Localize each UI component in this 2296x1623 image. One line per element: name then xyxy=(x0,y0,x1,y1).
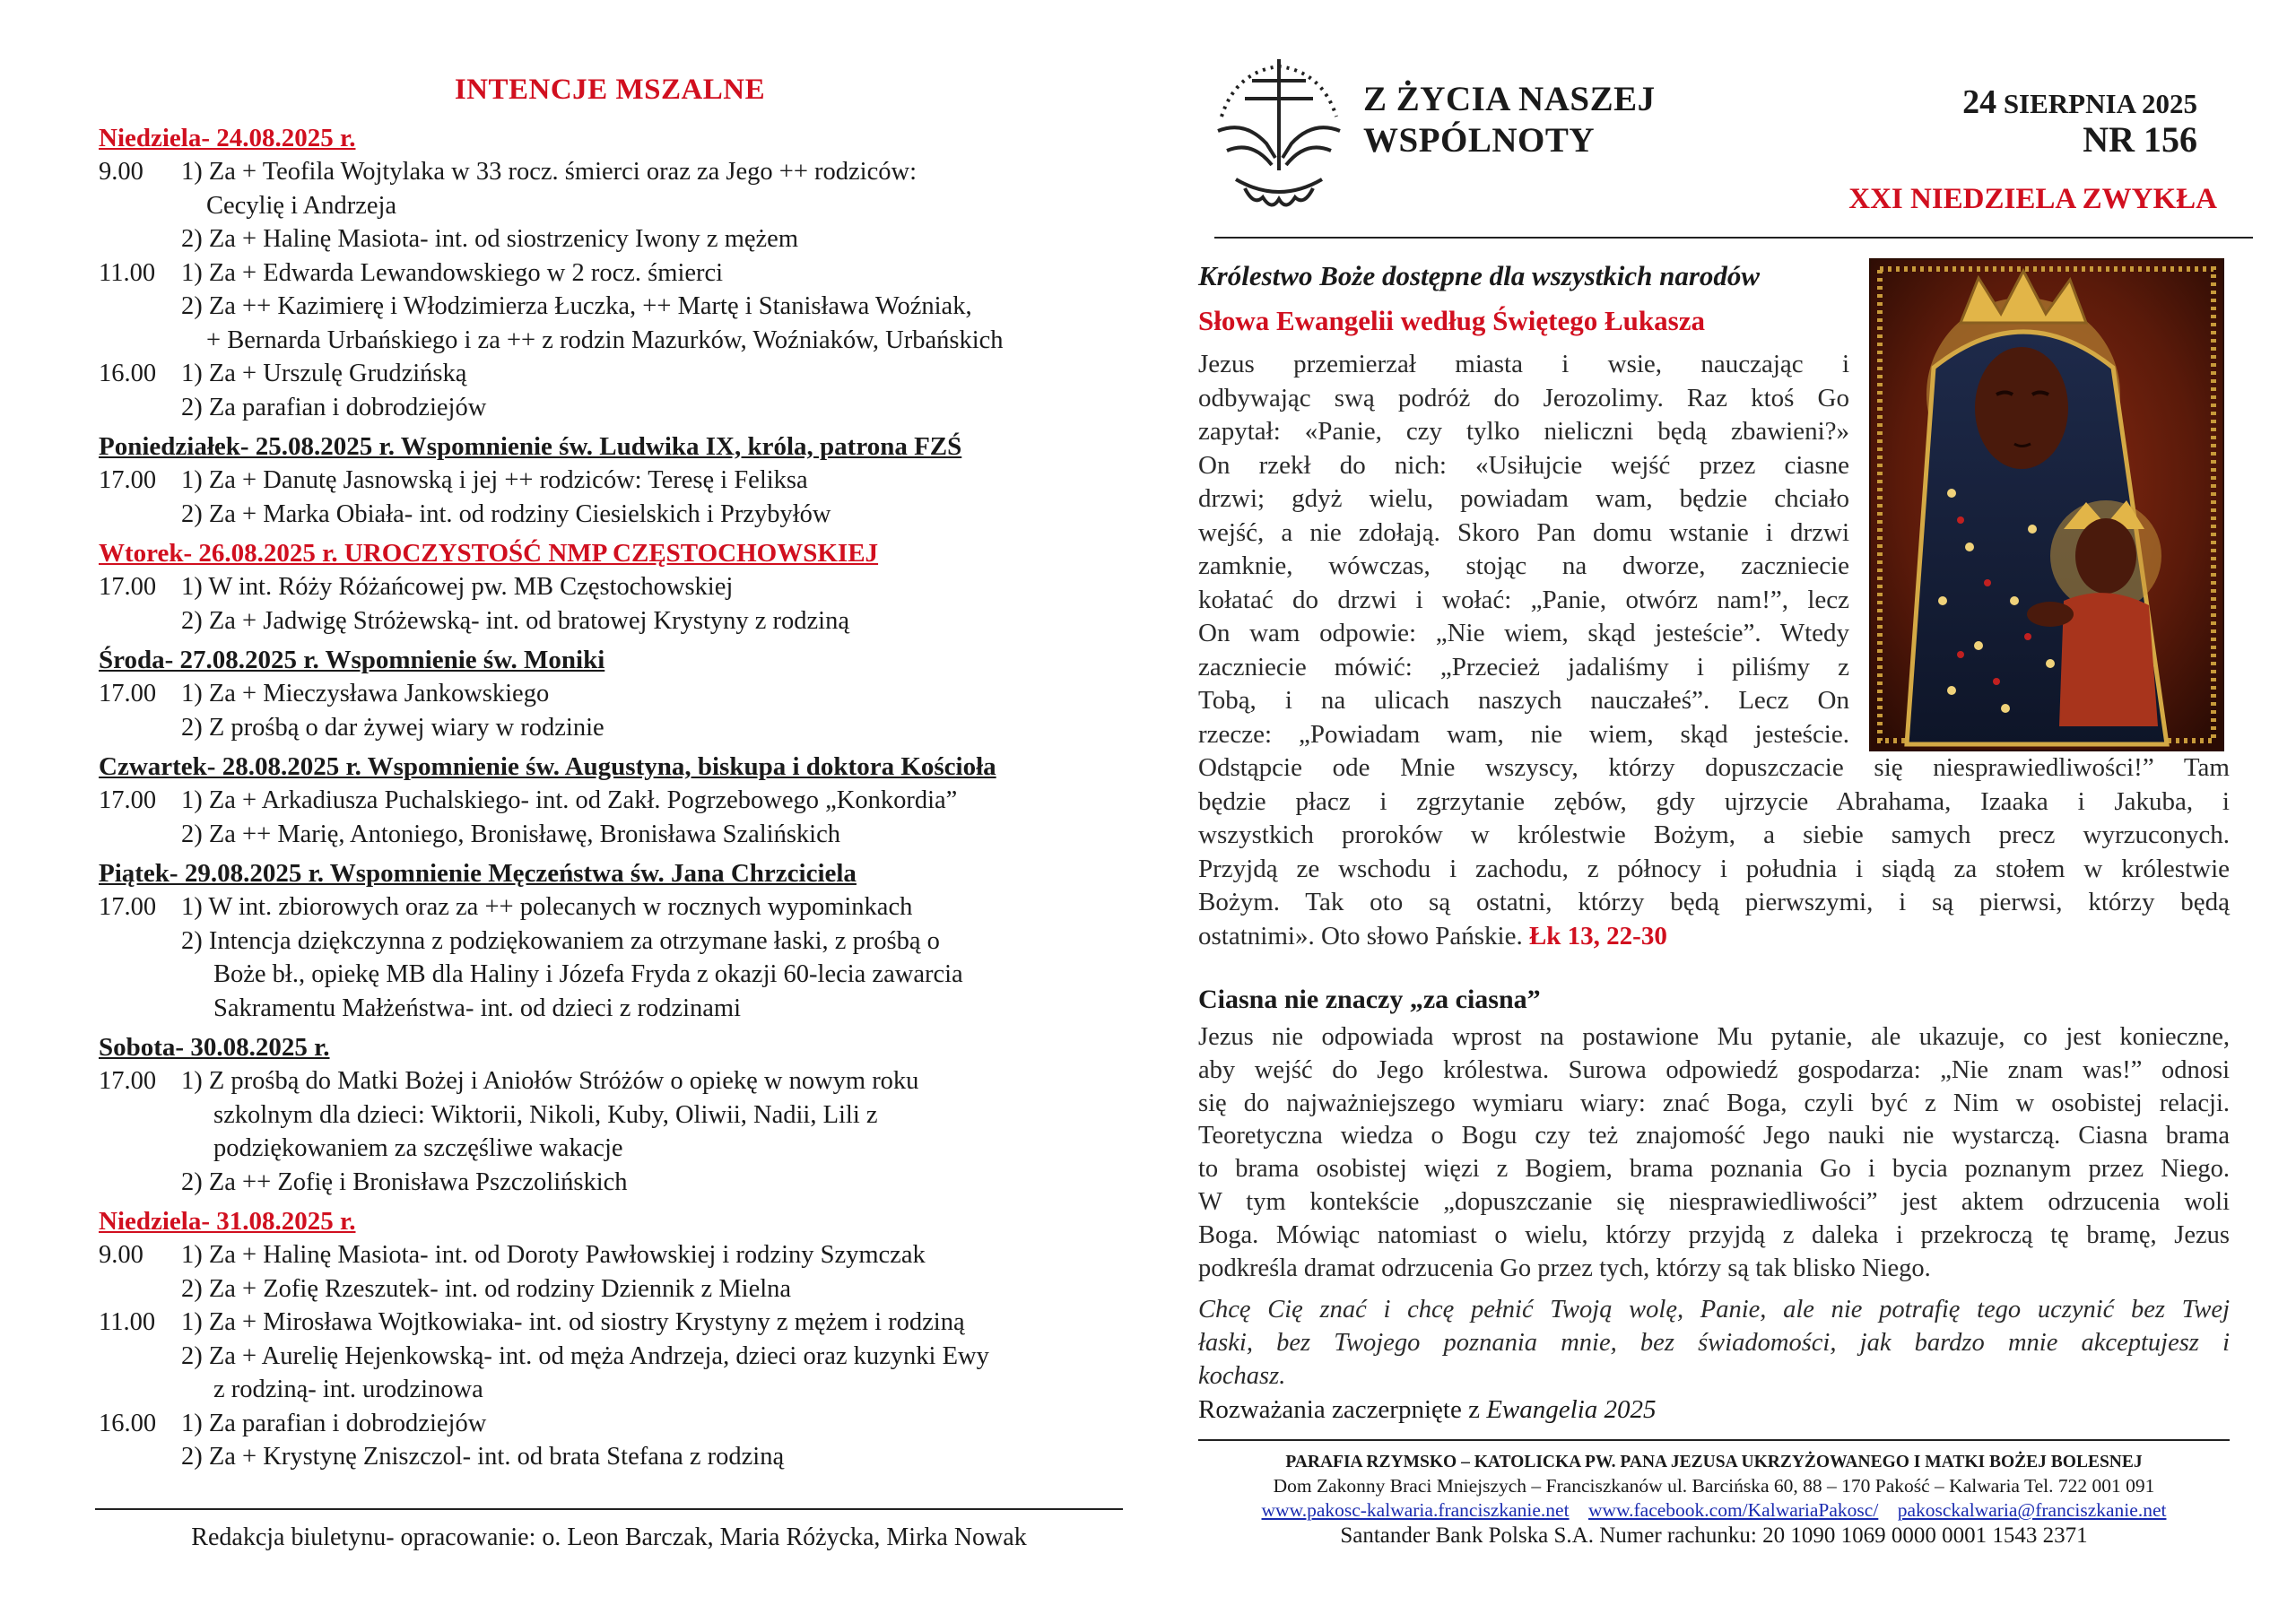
text-line: rzecze: „Powiadam wam, nie wiem, skąd jesteście. xyxy=(1198,719,1849,749)
mass-intention-text: 2) Intencja dziękczynna z podziękowaniem za otrzymane łaski, z prośbą o xyxy=(181,926,940,955)
mass-time: 11.00 xyxy=(99,1308,156,1336)
mass-intention-text: 1) W int. zbiorowych oraz za ++ polecanych w rocznych wypominkach xyxy=(181,893,913,921)
mass-intention-line xyxy=(99,1166,1121,1200)
mass-day-header: Sobota- 30.08.2025 r. xyxy=(99,1033,330,1062)
email-link[interactable]: pakosckalwaria@franciszkanie.net xyxy=(1897,1499,2167,1521)
gospel-reference: Łk 13, 22-30 xyxy=(1528,921,1667,950)
mass-intention-line xyxy=(99,464,1121,498)
gospel-text-narrow xyxy=(1198,348,2230,751)
mass-intention-text: 2) Za + Marka Obiała- int. od rodziny Ciesielskich i Przybyłów xyxy=(181,499,831,528)
gospel-text xyxy=(1198,348,2230,953)
mass-time: 17.00 xyxy=(99,573,157,601)
issue-date-month-year: SIERPNIA 2025 xyxy=(2003,88,2197,119)
text-line: W tym kontekście „dopuszczanie się niesprawiedliwości” jest aktem odrzucenia woli xyxy=(1198,1187,2230,1216)
mass-intention-text: 1) Za + Urszulę Grudzińską xyxy=(181,360,467,387)
mass-intention-text: 1) Za + Mirosława Wojtkowiaka- int. od siostry Krystyny z mężem i rodziną xyxy=(181,1308,965,1336)
mass-intention-line xyxy=(99,256,1121,291)
mass-intention-text: 2) Za ++ Zofię i Bronisława Pszczolińskich xyxy=(181,1167,628,1196)
mass-intention-line xyxy=(99,155,1121,189)
text-line: On rzekł do nich: «Usiłujcie wejść przez ciasne xyxy=(1198,450,1849,480)
mass-intention-text: 1) Za + Halinę Masiota- int. od Doroty Pawłowskiej i rodziny Szymczak xyxy=(181,1241,926,1269)
mass-intentions-list xyxy=(99,121,1121,1474)
text-line: drzwi; gdyż wielu, powiadam wam, będzie chciało xyxy=(1198,484,1849,513)
mass-day-header: Niedziela- 24.08.2025 r. xyxy=(99,124,356,152)
mass-intention-line xyxy=(99,498,1121,532)
mass-day-header: Środa- 27.08.2025 r. Wspomnienie św. Moniki xyxy=(99,646,605,674)
mass-intentions-title: INTENCJE MSZALNE xyxy=(454,74,766,106)
website-link[interactable]: www.pakosc-kalwaria.franciszkanie.net xyxy=(1261,1499,1570,1521)
contact-divider xyxy=(1198,1439,2230,1441)
mass-day-header: Niedziela- 31.08.2025 r. xyxy=(99,1207,356,1236)
mass-intention-line xyxy=(99,677,1121,711)
mass-time: 16.00 xyxy=(99,360,157,387)
mass-day xyxy=(99,121,1121,424)
mass-intention-text: 1) Za + Mieczysława Jankowskiego xyxy=(181,680,550,707)
bank-account: Santander Bank Polska S.A. Numer rachunku: 20 1090 1069 0000 0001 1543 2371 xyxy=(1340,1523,2088,1548)
mass-intention-line xyxy=(99,1407,1121,1441)
mass-intention-line xyxy=(99,1440,1121,1474)
mass-intention-text: 2) Z prośbą o dar żywej wiary w rodzinie xyxy=(181,713,604,742)
mass-intention-line: z rodziną- int. urodzinowa xyxy=(213,1376,483,1403)
facebook-link[interactable]: www.facebook.com/KalwariaPakosc/ xyxy=(1587,1499,1879,1521)
mass-intention-line xyxy=(99,890,1121,924)
gospel-heading: Królestwo Boże dostępne dla wszystkich narodów xyxy=(1198,260,1761,291)
mass-intention-text: 1) Z prośbą do Matki Bożej i Aniołów Stróżów o opiekę w nowym roku xyxy=(181,1067,919,1095)
mass-day xyxy=(99,856,1121,1025)
mass-intention-text: 1) Za parafian i dobrodziejów xyxy=(181,1409,487,1437)
mass-time: 17.00 xyxy=(99,893,157,921)
editorial-credits: Redakcja biuletynu- opracowanie: o. Leon Barczak, Maria Różycka, Mirka Nowak xyxy=(191,1523,1027,1551)
mass-intention-line xyxy=(99,711,1121,745)
mass-intention-line xyxy=(99,818,1121,852)
mass-intention-text: 2) Za + Aurelię Hejenkowską- int. od męża Andrzeja, dzieci oraz kuzynki Ewy xyxy=(181,1341,989,1370)
mass-intention-line xyxy=(99,784,1121,818)
text-line: Teoretyczna wiedza o Bogu czy też znajomość Jego nauki nie wystarczą. Ciasna brama xyxy=(1198,1122,2230,1150)
mass-day xyxy=(99,750,1121,851)
text-line: zamknie, wówczas, stojąc na dworze, zaczniecie xyxy=(1198,551,1849,580)
issue-date-day: 24 xyxy=(1962,83,1997,121)
mass-intention-text: 1) Za + Edwarda Lewandowskiego w 2 rocz. śmierci xyxy=(181,258,724,287)
mass-intention-line: + Bernarda Urbańskiego i za ++ z rodzin Mazurków, Woźniaków, Urbańskich xyxy=(206,325,1004,354)
mass-time: 17.00 xyxy=(99,680,157,707)
source-prefix: Rozważania zaczerpnięte z xyxy=(1198,1395,1480,1424)
mass-time: 9.00 xyxy=(99,158,144,186)
mass-intention-line: szkolnym dla dzieci: Wiktorii, Nikoli, Kuby, Oliwii, Nadii, Lili z xyxy=(213,1100,878,1129)
mass-intention-text: 2) Za ++ Marię, Antoniego, Bronisławę, Bronisława Szalińskich xyxy=(181,820,841,848)
mass-time: 11.00 xyxy=(99,258,156,287)
text-line: Odstąpcie ode Mnie wszyscy, którzy dopuszczacie się niesprawiedliwości!” Tam xyxy=(1198,753,2230,782)
mass-day-header: Poniedziałek- 25.08.2025 r. Wspomnienie św. Ludwika IX, króla, patrona FZŚ xyxy=(99,432,962,461)
parish-name: PARAFIA RZYMSKO – KATOLICKA PW. PANA JEZUSA UKRZYŻOWANEGO I MATKI BOŻEJ BOLESNEJ xyxy=(1285,1453,2143,1471)
mass-day xyxy=(99,430,1121,531)
left-footer-divider xyxy=(95,1508,1123,1510)
masthead-divider xyxy=(1214,237,2253,239)
text-line: Tobą, i na ulicach naszych nauczałeś”. Lecz On xyxy=(1198,686,1849,715)
mass-intention-text: 2) Za + Zofię Rzeszutek- int. od rodziny Dziennik z Mielna xyxy=(181,1274,792,1303)
mass-intention-text: 1) Za + Danutę Jasnowską i jej ++ rodziców: Teresę i Feliksa xyxy=(181,466,808,494)
mass-intention-text: 2) Za parafian i dobrodziejów xyxy=(181,393,487,421)
mass-time: 17.00 xyxy=(99,466,157,494)
text-line: Jezus nie odpowiada wprost na postawione Mu pytanie, ale ukazuje, co jest konieczne, xyxy=(1198,1023,2230,1051)
bulletin-title-line-1: Z ŻYCIA NASZEJ xyxy=(1363,80,1656,118)
franciscan-cross-emblem-icon xyxy=(1209,54,1349,217)
text-line: wszystkich proroków w królestwie Bożym, a siebie samych precz wyrzuconych. xyxy=(1198,820,2230,849)
text-line: kochasz. xyxy=(1198,1362,1286,1390)
liturgical-sunday: XXI NIEDZIELA ZWYKŁA xyxy=(1848,183,2217,215)
text-line: wejść, a nie zdołają. Skoro Pan domu wstanie i drzwi xyxy=(1198,517,1849,547)
mass-time: 17.00 xyxy=(99,786,157,814)
text-line: podkreśla dramat odrzucenia Go przez tych, którzy są tak blisko Niego. xyxy=(1198,1254,1931,1282)
mass-intention-line xyxy=(99,222,1121,256)
mass-day-header: Czwartek- 28.08.2025 r. Wspomnienie św. Augustyna, biskupa i doktora Kościoła xyxy=(99,752,996,781)
mass-intention-line xyxy=(99,357,1121,391)
mass-intention-line xyxy=(99,1238,1121,1272)
text-line: kołatać do drzwi i wołać: „Panie, otwórz nam!”, lecz xyxy=(1198,585,1849,614)
mass-intention-line xyxy=(99,1272,1121,1306)
reflection-text xyxy=(1198,1021,2230,1285)
mass-day xyxy=(99,536,1121,638)
mass-time: 9.00 xyxy=(99,1241,144,1269)
text-line: Boga. Mówiąc natomiast o wielu, którzy przyjdą z daleka i przekroczą tę bramę, Jezus xyxy=(1198,1220,2230,1249)
mass-intention-line xyxy=(99,391,1121,425)
text-line: to brama osobistej więzi z Bogiem, brama poznania Go i bycia poznanym przez Niego. xyxy=(1198,1155,2230,1184)
text-line: Bożym. Tak oto są ostatni, którzy będą pierwszymi, i są pierwsi, którzy będą xyxy=(1198,888,2230,916)
mass-time: 17.00 xyxy=(99,1067,157,1095)
gospel-text-wide xyxy=(1198,751,2230,920)
mass-intention-text: 2) Za + Halinę Masiota- int. od siostrzenicy Iwony z mężem xyxy=(181,225,798,253)
text-line: odbywając swą podróż do Jerozolimy. Raz ktoś Go xyxy=(1198,383,1849,412)
mass-intention-line xyxy=(99,1340,1121,1374)
text-line: Jezus przemierzał miasta i wsie, nauczając i xyxy=(1198,350,1849,378)
issue-number: NR 156 xyxy=(2083,119,2197,160)
parish-contact xyxy=(1198,1451,2230,1549)
mass-intention-text: 1) Za + Arkadiusza Puchalskiego- int. od Zakł. Pogrzebowego „Konkordia” xyxy=(181,786,958,814)
mass-intention-text: 1) W int. Róży Różańcowej pw. MB Częstochowskiej xyxy=(181,573,734,601)
prayer-text xyxy=(1198,1293,2230,1393)
reflection-source xyxy=(1198,1395,1657,1425)
parish-address: Dom Zakonny Braci Mniejszych – Franciszkanów ul. Barcińska 60, 88 – 170 Pakość – Kalwaria Tel. 722 001 091 xyxy=(1273,1475,2155,1497)
bulletin-title xyxy=(1363,79,1656,161)
text-line: aby wejść do Jego królestwa. Surowa odpowiedź gospodarza: „Nie znam was!” odnosi xyxy=(1198,1055,2230,1084)
mass-intention-line xyxy=(99,604,1121,638)
mass-day-header: Wtorek- 26.08.2025 r. UROCZYSTOŚĆ NMP CZĘSTOCHOWSKIEJ xyxy=(99,539,879,568)
mass-intention-line: Boże bł., opiekę MB dla Haliny i Józefa Fryda z okazji 60-lecia zawarcia xyxy=(213,960,963,988)
mass-day-header: Piątek- 29.08.2025 r. Wspomnienie Męczeństwa św. Jana Chrzciciela xyxy=(99,859,857,888)
reflection-title: Ciasna nie znaczy „za ciasna” xyxy=(1198,985,1541,1014)
text-line: zapytał: «Panie, czy tylko nieliczni będą zbawieni?» xyxy=(1198,417,1849,446)
mass-intention-line xyxy=(99,924,1121,959)
mass-day xyxy=(99,1030,1121,1199)
mass-time: 16.00 xyxy=(99,1409,157,1437)
mass-day xyxy=(99,1204,1121,1474)
source-book: Ewangelia 2025 xyxy=(1486,1395,1657,1424)
mass-intention-text: 2) Za ++ Kazimierę i Włodzimierza Łuczka, ++ Martę i Stanisława Woźniak, xyxy=(181,292,972,320)
mass-intention-line xyxy=(99,1064,1121,1098)
gospel-subheading: Słowa Ewangelii według Świętego Łukasza xyxy=(1198,305,1705,336)
mass-intentions-column xyxy=(99,74,1121,1474)
mass-intention-line xyxy=(99,290,1121,324)
mass-intention-line: podziękowaniem za szczęśliwe wakacje xyxy=(213,1134,623,1162)
mass-intention-text: 2) Za + Jadwigę Stróżewską- int. od bratowej Krystyny z rodziną xyxy=(181,606,849,635)
mass-intention-line xyxy=(99,570,1121,604)
mass-intention-line: Sakramentu Małżeństwa- int. od dzieci z rodzinami xyxy=(213,994,742,1022)
text-line: On wam odpowie: „Nie wiem, skąd jesteście”. Wtedy xyxy=(1198,619,1849,647)
gospel-closing-text: ostatnimi». Oto słowo Pańskie. xyxy=(1198,921,1523,950)
text-line: Chcę Cię znać i chcę pełnić Twoją wolę, Panie, ale nie potrafię tego uczynić bez Twej xyxy=(1198,1296,2230,1324)
bulletin-title-line-2: WSPÓLNOTY xyxy=(1363,121,1596,160)
mass-intention-text: 2) Za + Krystynę Zniszczol- int. od brata Stefana z rodziną xyxy=(181,1443,785,1471)
text-line: łaski, bez Twojego poznania mnie, bez świadomości, jak bardzo mnie akceptujesz i xyxy=(1198,1329,2230,1357)
mass-intention-line xyxy=(99,1306,1121,1340)
issue-date xyxy=(1928,82,2197,122)
text-line: się do najważniejszego wymiaru wiary: znać Boga, czyli być z Nim w osobistej relacji. xyxy=(1198,1089,2230,1117)
mass-intention-line: Cecylię i Andrzeja xyxy=(206,191,397,220)
mass-day xyxy=(99,643,1121,744)
parish-links xyxy=(1198,1497,2230,1523)
text-line: Przyjdą ze wschodu i zachodu, z północy i południa i siądą za stołem w królestwie xyxy=(1198,854,2230,883)
text-line: będzie płacz i zgrzytanie zębów, gdy ujrzycie Abrahama, Izaaka i Jakuba, i xyxy=(1198,786,2230,816)
mass-intention-text: 1) Za + Teofila Wojtylaka w 33 rocz. śmierci oraz za Jego ++ rodziców: xyxy=(181,158,918,186)
text-line: zaczniecie mówić: „Przecież jadaliśmy i piliśmy z xyxy=(1198,652,1849,681)
gospel-last-line xyxy=(1198,920,2230,954)
